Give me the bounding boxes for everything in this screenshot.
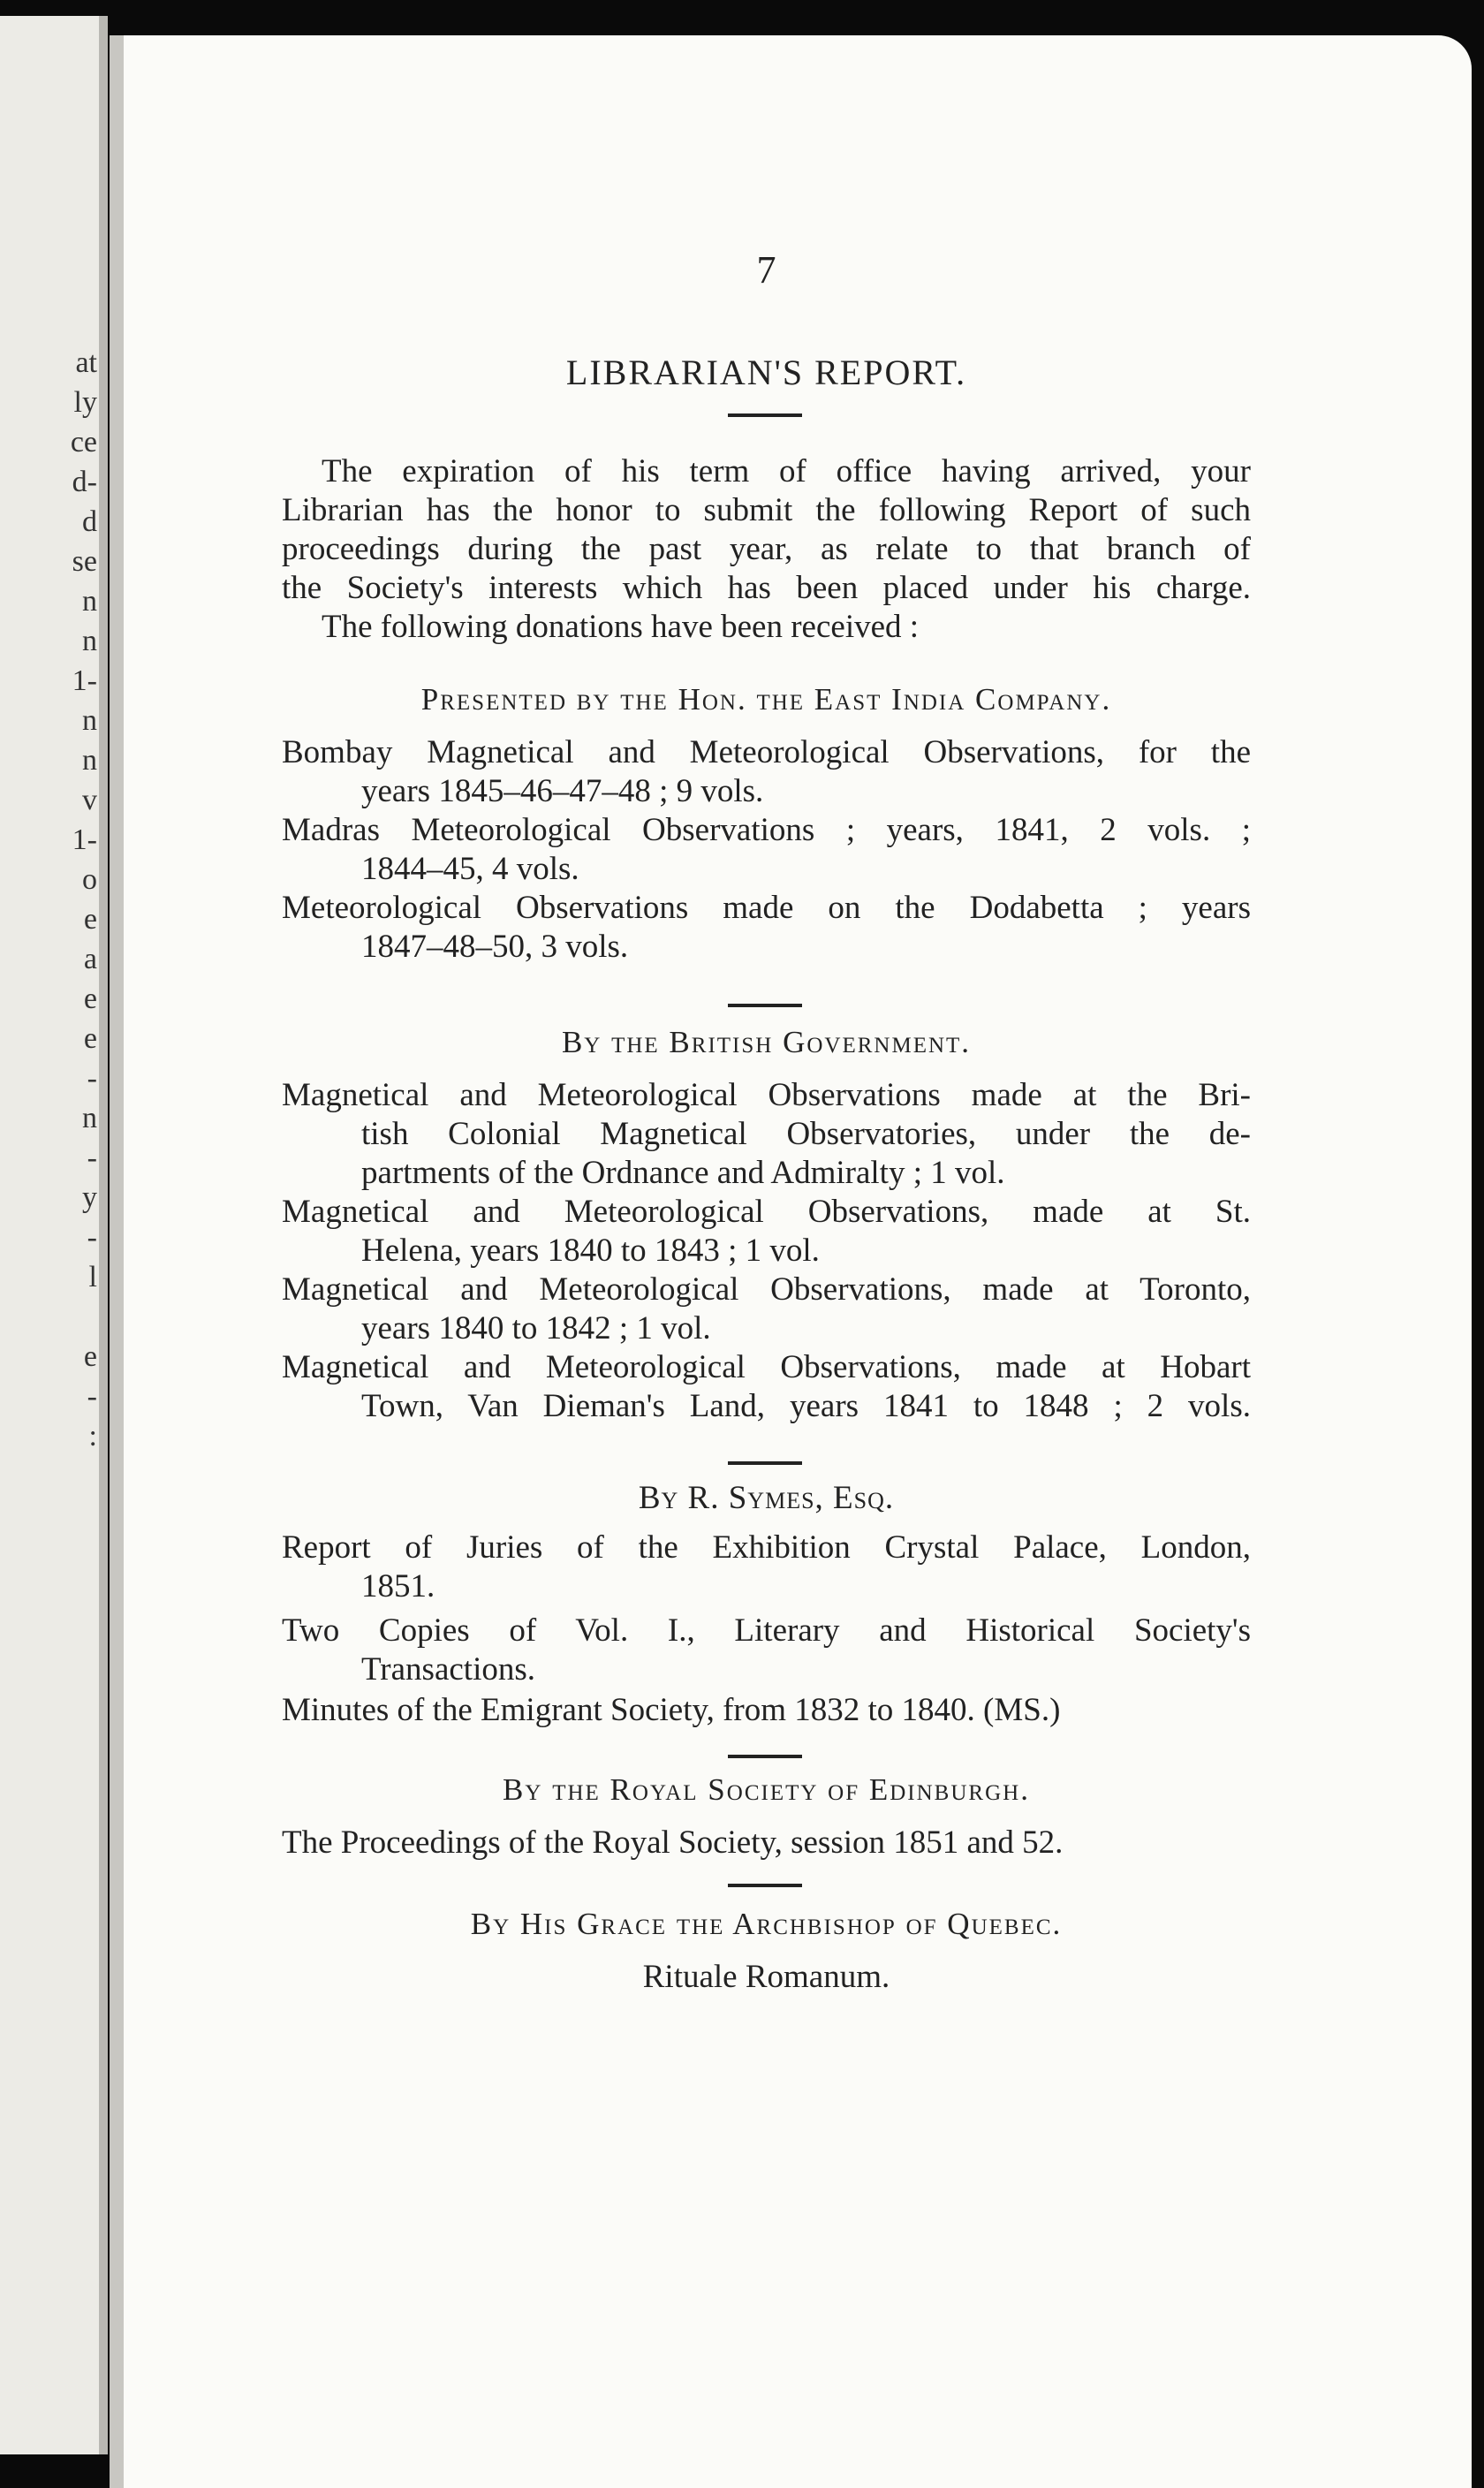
donation-line: Helena, years 1840 to 1843 ; 1 vol. [361, 1233, 820, 1269]
section-heading-east-india-company: Presented by the Hon. the East India Company. [420, 682, 1112, 717]
donation-line: years 1840 to 1842 ; 1 vol. [361, 1310, 711, 1346]
donation-line: Meteorological Observations made on the Dodabetta ; years [282, 890, 1251, 926]
section-divider [728, 1004, 802, 1007]
page-fold-shadow [99, 16, 108, 2454]
gutter-shadow [110, 35, 124, 2488]
page-number: 7 [756, 248, 776, 292]
donation-line: Magnetical and Meteorological Observations made at the Bri- [282, 1077, 1251, 1113]
intro-line: The expiration of his term of office having arrived, your [322, 453, 1251, 489]
donation-line: Two Copies of Vol. I., Literary and Historical Society's [282, 1612, 1251, 1649]
donation-line: Report of Juries of the Exhibition Crystal Palace, London, [282, 1529, 1251, 1566]
intro-line: Librarian has the honor to submit the following Report of such [282, 492, 1251, 528]
donation-line: Bombay Magnetical and Meteorological Observations, for the [282, 734, 1251, 770]
donation-line: The Proceedings of the Royal Society, session 1851 and 52. [282, 1824, 1064, 1861]
section-heading-british-government: By the British Government. [561, 1025, 972, 1059]
section-divider [728, 1884, 802, 1887]
donation-line: Minutes of the Emigrant Society, from 1832 to 1840. (MS.) [282, 1692, 1061, 1728]
section-divider [728, 1461, 802, 1465]
section-heading-archbishop-quebec: By His Grace the Archbishop of Quebec. [470, 1907, 1063, 1941]
facing-page-text-fragments: at ly ce d- d se n n 1- n n v 1- o e a e e - n - y - l e - : [70, 346, 97, 1453]
donation-line: 1844–45, 4 vols. [361, 851, 579, 887]
donation-line: Rituale Romanum. [642, 1959, 890, 1995]
donation-line: Magnetical and Meteorological Observations, made at Hobart [282, 1349, 1251, 1385]
donation-line: Magnetical and Meteorological Observations, made at St. [282, 1194, 1251, 1230]
donation-line: Town, Van Dieman's Land, years 1841 to 1848 ; 2 vols. [361, 1388, 1251, 1424]
document-page [110, 35, 1472, 2488]
title-divider [728, 413, 802, 417]
donation-line: 1851. [361, 1568, 435, 1604]
donation-line: years 1845–46–47–48 ; 9 vols. [361, 773, 764, 809]
section-heading-royal-society-edinburgh: By the Royal Society of Edinburgh. [503, 1772, 1030, 1807]
intro-line: The following donations have been received : [322, 609, 920, 645]
report-title: LIBRARIAN'S REPORT. [565, 353, 967, 392]
facing-page-edge [0, 16, 108, 2454]
intro-line: the Society's interests which has been placed under his charge. [282, 570, 1251, 606]
section-heading-r-symes: By R. Symes, Esq. [638, 1480, 895, 1516]
intro-line: proceedings during the past year, as relate to that branch of [282, 531, 1251, 567]
donation-line: partments of the Ordnance and Admiralty ; 1 vol. [361, 1155, 1005, 1191]
donation-line: tish Colonial Magnetical Observatories, under the de- [361, 1116, 1251, 1152]
donation-line: Madras Meteorological Observations ; years, 1841, 2 vols. ; [282, 812, 1251, 848]
donation-line: Transactions. [361, 1651, 535, 1688]
donation-line: 1847–48–50, 3 vols. [361, 929, 629, 965]
section-divider [728, 1755, 802, 1758]
donation-line: Magnetical and Meteorological Observations, made at Toronto, [282, 1271, 1251, 1308]
